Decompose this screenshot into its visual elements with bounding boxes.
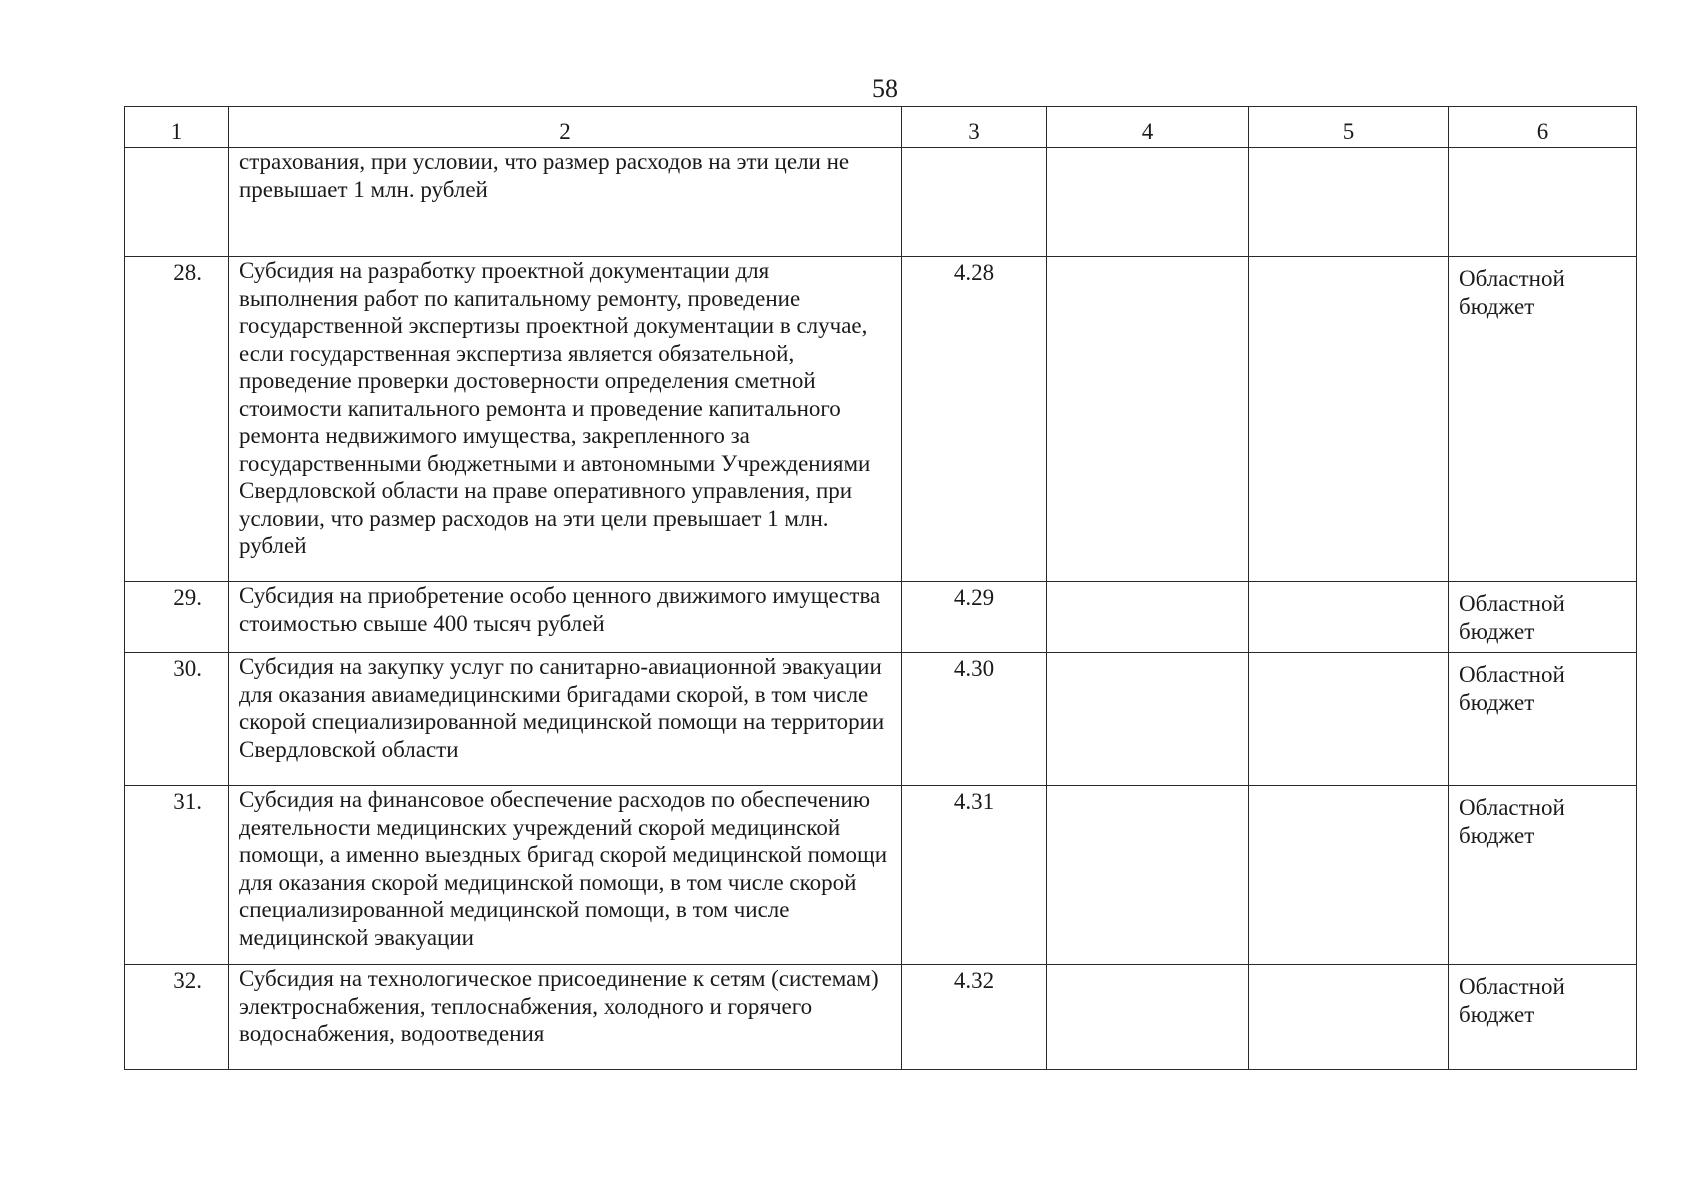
row-code: 4.31 [902,786,1047,965]
row-col-4 [1047,582,1249,653]
table-body [125,148,1637,1070]
row-code: 4.32 [902,965,1047,1070]
header-row [125,107,1637,148]
row-funding-source: Областной бюджет [1449,965,1637,1070]
table-row [125,786,1637,965]
row-number [125,148,229,257]
row-col-5 [1249,653,1449,786]
row-funding-source: Областной бюджет [1449,257,1637,582]
table-row [125,653,1637,786]
row-funding-source: Областной бюджет [1449,786,1637,965]
row-code: 4.29 [902,582,1047,653]
row-number: 31. [125,786,229,965]
row-col-4 [1047,653,1249,786]
row-col-5 [1249,148,1449,257]
subsidy-table [124,106,1637,1070]
row-description: Субсидия на финансовое обеспечение расходов по обеспечению деятельности медицинских учреждений скорой медицинской помощи, а именно выездных бригад скорой медицинской помощи для оказания скорой медицинской помощи, в том числе скорой специализированной медицинской помощи, в том числе медицинской эвакуации [229,786,902,965]
table-row [125,148,1637,257]
header-col-5: 5 [1249,107,1449,148]
table-row [125,257,1637,582]
table-header [125,107,1637,148]
row-col-5 [1249,965,1449,1070]
row-funding-source [1449,148,1637,257]
header-col-3: 3 [902,107,1047,148]
row-number: 28. [125,257,229,582]
row-description: Субсидия на приобретение особо ценного движимого имущества стоимостью свыше 400 тысяч рублей [229,582,902,653]
row-col-4 [1047,257,1249,582]
row-col-5 [1249,582,1449,653]
row-code: 4.28 [902,257,1047,582]
page-number: 58 [872,74,898,103]
row-col-4 [1047,786,1249,965]
row-funding-source: Областной бюджет [1449,582,1637,653]
row-description: Субсидия на технологическое присоединение к сетям (системам) электроснабжения, теплоснабжения, холодного и горячего водоснабжения, водоотведения [229,965,902,1070]
row-number: 29. [125,582,229,653]
row-number: 32. [125,965,229,1070]
row-col-5 [1249,786,1449,965]
header-col-1: 1 [125,107,229,148]
header-col-2: 2 [229,107,902,148]
row-code [902,148,1047,257]
table-row [125,965,1637,1070]
header-col-4: 4 [1047,107,1249,148]
row-description: Субсидия на разработку проектной документации для выполнения работ по капитальному ремонту, проведение государственной экспертизы проектной документации в случае, если государственная экспертиза является обязательной, проведение проверки достоверности определения сметной стоимости капитального ремонта и проведение капитального ремонта недвижимого имущества, закрепленного за государственными бюджетными и автономными Учреждениями Свердловской области на праве оперативного управления, при условии, что размер расходов на эти цели превышает 1 млн. рублей [229,257,902,582]
row-funding-source: Областной бюджет [1449,653,1637,786]
header-col-6: 6 [1449,107,1637,148]
row-col-5 [1249,257,1449,582]
row-description: страхования, при условии, что размер расходов на эти цели не превышает 1 млн. рублей [229,148,902,257]
row-description: Субсидия на закупку услуг по санитарно-авиационной эвакуации для оказания авиамедицинскими бригадами скорой, в том числе скорой специализированной медицинской помощи на территории Свердловской области [229,653,902,786]
table-row [125,582,1637,653]
row-number: 30. [125,653,229,786]
row-col-4 [1047,965,1249,1070]
row-col-4 [1047,148,1249,257]
row-code: 4.30 [902,653,1047,786]
